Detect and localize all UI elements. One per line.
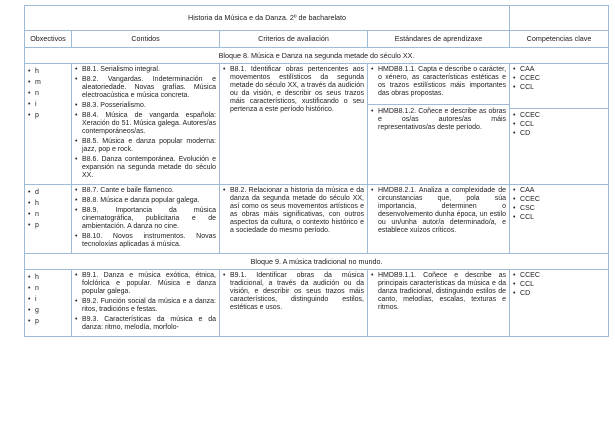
curriculum-table — [24, 5, 609, 337]
list-item: • h — [28, 198, 68, 209]
obxectivos-cell — [25, 270, 72, 337]
list-item: • B8.4. Música de vangarda española: Xeración do 51. Música galega. Autores/as contemporáneos/as. — [75, 112, 216, 136]
estandares-cell — [368, 64, 510, 185]
list-item: • p — [28, 110, 68, 121]
contidos-cell — [72, 64, 220, 185]
list-item: • B8.9. Importancia da música cinematográfica, publicitaria e de ambientación. A danza no cine. — [75, 207, 216, 231]
list-item: • B9.3. Características da música e da danza: ritmo, melodía, morfolo- — [75, 316, 216, 332]
table-title: Historia da Música e da Danza. 2º de bacharelato — [25, 6, 510, 31]
list-item: • B9.1. Identificar obras da música tradicional, a través da audición ou da visión, e describir os seus trazos máis característicos, distinguindo estilos, estéticas e usos. — [223, 272, 364, 312]
competencias-list — [513, 66, 605, 92]
list-item: • CCL — [513, 281, 605, 289]
list-item: • HMDB8.1.2. Coñece e describe as obras e os/as autores/as máis representativos/as deste período. — [371, 108, 506, 132]
competencias-cell — [510, 185, 609, 254]
estandares-list — [371, 187, 506, 235]
criterios-cell — [220, 64, 368, 185]
contidos-list — [75, 66, 216, 180]
criterios-cell — [220, 270, 368, 337]
list-item: • n — [28, 88, 68, 99]
list-item: • CD — [513, 290, 605, 298]
table-row — [25, 270, 609, 337]
table-row — [25, 185, 609, 254]
list-item: • CCEC — [513, 196, 605, 204]
estandares-list — [371, 66, 506, 98]
header-criterios: Criterios de avaliación — [220, 31, 368, 48]
criterios-cell — [220, 185, 368, 254]
list-item: • m — [28, 77, 68, 88]
bloque-8-row — [25, 48, 609, 64]
list-item: • CCL — [513, 121, 605, 129]
competencias-cell — [510, 270, 609, 337]
contidos-cell — [72, 270, 220, 337]
criterios-list — [223, 187, 364, 235]
bloque-8-label: Bloque 8. Música e Danza na segunda metade do século XX. — [25, 48, 609, 64]
list-item: • B8.1. Serialismo integral. — [75, 66, 216, 74]
estandar-block — [371, 66, 506, 104]
list-item: • B8.1. Identificar obras pertencentes aos movementos estilísticos da segunda metade do século XX, a través da audición ou da visión, e describir os seus trazos máis característicos, xustificando o seu pertenza a este período histórico. — [223, 66, 364, 114]
list-item: • n — [28, 283, 68, 294]
competencias-block — [513, 66, 605, 108]
list-item: • HMDB9.1.1. Coñece e describe as principais características da música e da danza tradicional, distinguindo estilos de canto, melodías, escalas, texturas e ritmos. — [371, 272, 506, 312]
list-item: • CCL — [513, 214, 605, 222]
contidos-list — [75, 272, 216, 332]
header-contidos: Contidos — [72, 31, 220, 48]
table-row — [25, 64, 609, 185]
list-item: • p — [28, 316, 68, 327]
estandares-cell — [368, 185, 510, 254]
list-item: • n — [28, 209, 68, 220]
title-row-spacer — [510, 6, 609, 31]
bloque-9-row — [25, 254, 609, 270]
competencias-list — [513, 112, 605, 138]
competencias-list — [513, 272, 605, 298]
list-item: • HMDB8.2.1. Analiza a complexidade de circunstancias que, pola súa importancia, determinen o desenvolvemento dunha época, un estilo ou un/unha autor/a determinado/a, e establece xuízos críticos. — [371, 187, 506, 235]
list-item: • CAA — [513, 66, 605, 74]
estandares-list — [371, 108, 506, 132]
title-row — [25, 6, 609, 31]
bloque-9-label: Bloque 9. A música tradicional no mundo. — [25, 254, 609, 270]
list-item: • CAA — [513, 187, 605, 195]
criterios-list — [223, 66, 364, 114]
estandar-block — [368, 104, 509, 138]
list-item: • CCEC — [513, 75, 605, 83]
obxectivos-cell — [25, 64, 72, 185]
list-item: • B8.3. Posserialismo. — [75, 102, 216, 110]
list-item: • B8.10. Novos instrumentos. Novas tecnoloxías aplicadas á música. — [75, 233, 216, 249]
list-item: • B8.5. Música e danza popular moderna: jazz, pop e rock. — [75, 138, 216, 154]
list-item: • d — [28, 187, 68, 198]
estandares-list — [371, 272, 506, 312]
contidos-list — [75, 187, 216, 249]
list-item: • CD — [513, 130, 605, 138]
list-item: • CSC — [513, 205, 605, 213]
list-item: • h — [28, 66, 68, 77]
list-item: • B8.7. Cante e baile flamenco. — [75, 187, 216, 195]
list-item: • i — [28, 294, 68, 305]
list-item: • CCL — [513, 84, 605, 92]
list-item: • B8.6. Danza contemporánea. Evolución e expansión na segunda metade do século XX. — [75, 156, 216, 180]
list-item: • B9.1. Danza e música exótica, étnica, folclórica e popular. Música e danza popular galega. — [75, 272, 216, 296]
list-item: • B8.2. Relacionar a historia da música e da danza da segunda metade do século XX, así como os seus movementos artísticos e as obras máis significativas, con outros aspectos da cultura, o contexto histórico e a sociedade do mesmo período. — [223, 187, 364, 235]
contidos-cell — [72, 185, 220, 254]
obxectivos-list — [28, 272, 68, 327]
list-item: • B9.2. Función social da música e a danza: ritos, tradicións e festas. — [75, 298, 216, 314]
competencias-list — [513, 187, 605, 222]
list-item: • HMDB8.1.1. Capta e describe o carácter, o xénero, as características estéticas e os trazos estilísticos máis importantes das obras propostas. — [371, 66, 506, 98]
list-item: • B8.8. Música e danza popular galega. — [75, 197, 216, 205]
obxectivos-cell — [25, 185, 72, 254]
estandares-cell — [368, 270, 510, 337]
list-item: • i — [28, 99, 68, 110]
list-item: • p — [28, 220, 68, 231]
list-item: • B8.2. Vangardas. Indeterminación e aleatoriedade. Novas grafías. Música electroacústica e música concreta. — [75, 76, 216, 100]
competencias-cell — [510, 64, 609, 185]
obxectivos-list — [28, 187, 68, 231]
list-item: • h — [28, 272, 68, 283]
header-row — [25, 31, 609, 48]
header-obxectivos: Obxectivos — [25, 31, 72, 48]
criterios-list — [223, 272, 364, 312]
obxectivos-list — [28, 66, 68, 121]
list-item: • CCEC — [513, 112, 605, 120]
competencias-block — [510, 108, 608, 154]
header-estandares: Estándares de aprendizaxe — [368, 31, 510, 48]
list-item: • CCEC — [513, 272, 605, 280]
list-item: • g — [28, 305, 68, 316]
header-competencias: Competencias clave — [510, 31, 609, 48]
